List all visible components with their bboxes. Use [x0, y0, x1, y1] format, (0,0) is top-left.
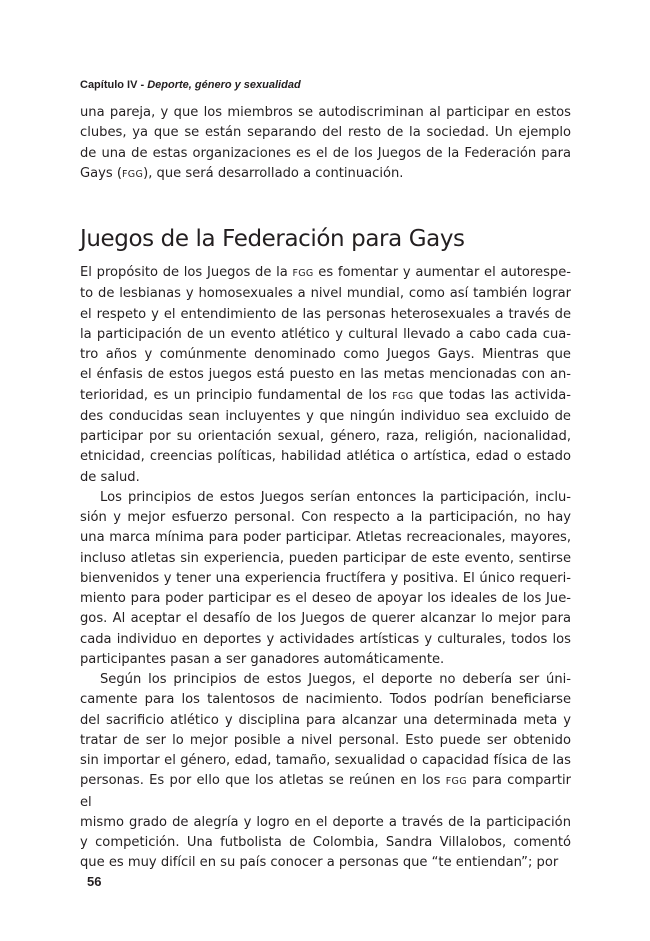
text-line: sión y mejor esfuerzo personal. Con respecto a la participación, no hay: [80, 510, 571, 525]
acronym-fgg: FGG: [445, 776, 467, 788]
main-text-block: [80, 263, 571, 874]
text-line: clubes, ya que se están separando del resto de la sociedad. Un ejemplo: [80, 125, 571, 141]
text-line: tro años y comúnmente denominado como Juegos Gays. Mientras que: [80, 347, 571, 362]
text-line: [80, 771, 571, 813]
section-title: Juegos de la Federación para Gays: [80, 226, 465, 252]
text-line: de salud.: [80, 469, 140, 485]
acronym-fgg: FGG: [122, 168, 144, 180]
text-line: mismo grado de alegría y logro en el deporte a través de la participación: [80, 814, 571, 830]
acronym-fgg: FGG: [392, 390, 414, 402]
running-head-chapter: Capítulo IV -: [80, 79, 148, 91]
text-segment: para compartir el: [80, 773, 571, 810]
text-line: [80, 386, 571, 407]
text-line: de una de estas organizaciones es el de los Juegos de la Federación para: [80, 145, 571, 161]
text-line: tratar de ser lo mejor posible a nivel personal. Esto puede ser obtenido: [80, 732, 571, 748]
text-line: una marca mínima para poder participar. Atletas recreacionales, mayores,: [80, 530, 571, 546]
text-line: y competición. Una futbolista de Colombia, Sandra Villalobos, comentó: [80, 835, 571, 850]
text-line: la participación de un evento atlético y cultural llevado a cabo cada cua-: [80, 326, 571, 342]
text-line: Según los principios de estos Juegos, el deporte no debería ser úni-: [100, 672, 571, 687]
text-line: [80, 164, 571, 185]
text-segment: es fomentar y aumentar el autorespe-: [313, 265, 571, 280]
text-line: incluso atletas sin experiencia, pueden participar de este evento, sentirse: [80, 550, 571, 566]
text-segment: personas. Es por ello que los atletas se reúnen en los: [80, 773, 446, 789]
text-line: del sacrificio atlético y disciplina para alcanzar una determinada meta y: [80, 712, 571, 728]
text-segment: ), que será desarrollado a continuación.: [143, 165, 404, 181]
text-line: participar por su orientación sexual, género, raza, religión, nacionalidad,: [80, 429, 571, 444]
text-segment: Gays (: [80, 165, 123, 181]
acronym-fgg: FGG: [292, 268, 314, 279]
text-line: bienvenidos y tener una experiencia fructífera y positiva. El único requeri-: [80, 570, 571, 586]
text-segment: terioridad, es un principio fundamental de los: [80, 387, 393, 403]
text-line: des conducidas sean incluyentes y que ningún individuo sea excluido de: [80, 408, 571, 424]
text-line: gos. Al aceptar el desafío de los Juegos de querer alcanzar lo mejor para: [80, 611, 571, 627]
text-segment: que todas las activida-: [413, 387, 572, 403]
text-segment: El propósito de los Juegos de la: [80, 265, 293, 280]
text-line: Los principios de estos Juegos serían entonces la participación, inclu-: [100, 489, 571, 505]
text-line: miento para poder participar es el deseo de apoyar los ideales de los Jue-: [80, 591, 571, 606]
text-line: el énfasis de estos juegos está puesto en las metas mencionadas con an-: [80, 367, 571, 383]
text-line: etnicidad, creencias políticas, habilidad atlética o artística, edad o estado: [80, 449, 571, 465]
text-line: el respeto y el entendimiento de las personas heterosexuales a través de: [80, 306, 571, 322]
running-head-subtitle: Deporte, género y sexualidad: [147, 79, 301, 91]
running-head: [80, 79, 301, 91]
text-line: que es muy difícil en su país conocer a personas que “te entiendan”; por: [80, 855, 559, 871]
text-line: sin importar el género, edad, tamaño, sexualidad o capacidad física de las: [80, 753, 571, 768]
text-line: [80, 263, 571, 284]
intro-paragraph-block: [80, 103, 571, 185]
text-line: to de lesbianas y homosexuales a nivel mundial, como así también lograr: [80, 286, 571, 302]
text-line: una pareja, y que los miembros se autodiscriminan al participar en estos: [80, 105, 571, 120]
text-line: camente para los talentosos de nacimiento. Todos podrían beneficiarse: [80, 692, 571, 708]
text-line: cada individuo en deportes y actividades artísticas y culturales, todos los: [80, 631, 571, 647]
page-number: 56: [87, 874, 102, 889]
text-line: participantes pasan a ser ganadores automáticamente.: [80, 651, 445, 667]
